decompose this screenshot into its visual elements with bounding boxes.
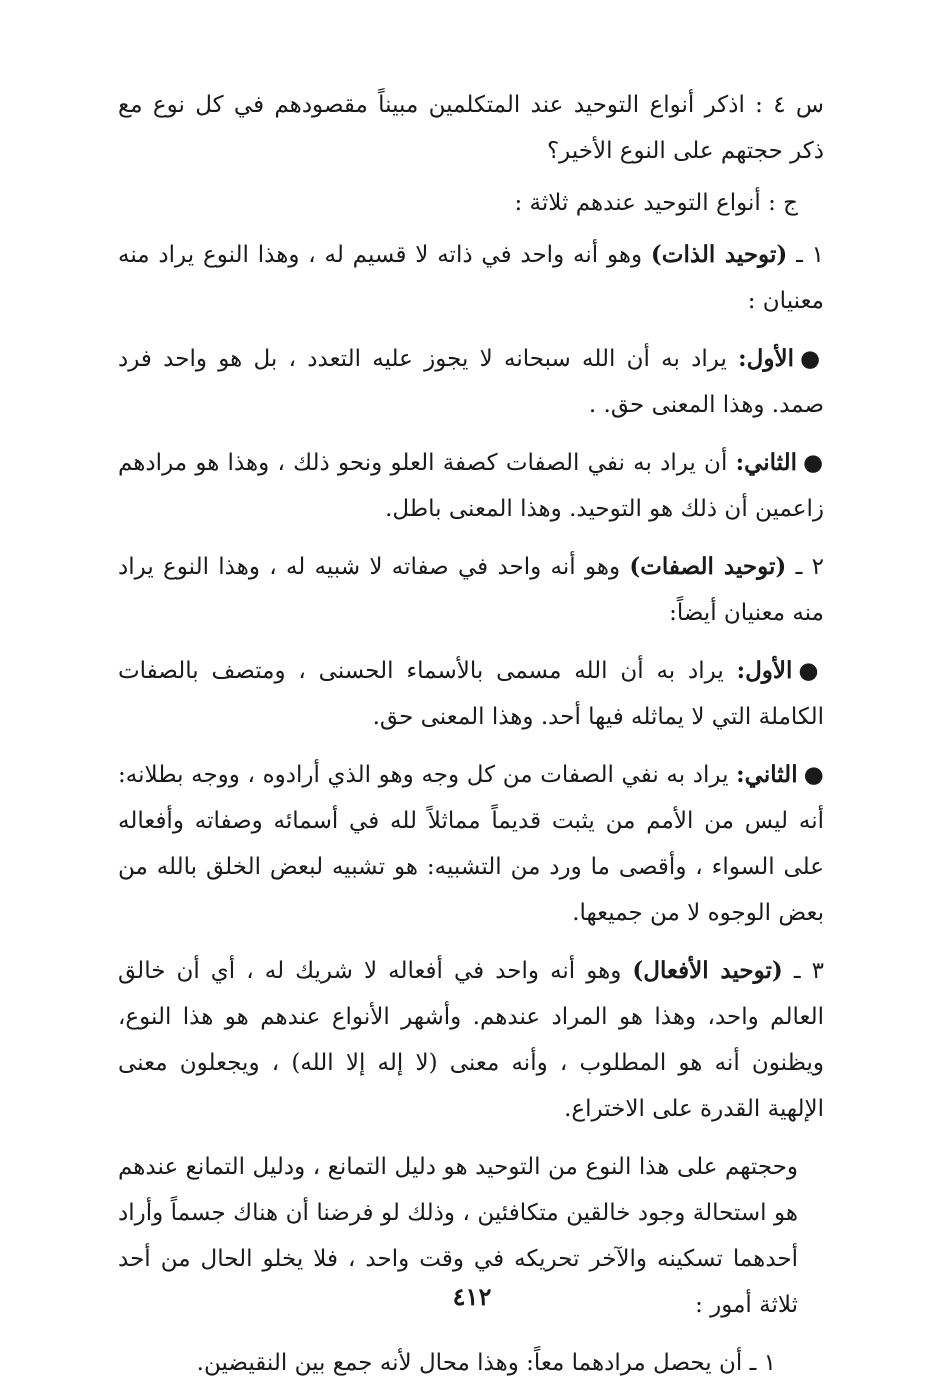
type3-title: (توحيد الأفعال)	[632, 957, 783, 984]
type3-paragraph	[118, 948, 824, 1132]
question-text: اذكر أنواع التوحيد عند المتكلمين مبيناً مقصودهم في كل نوع مع ذكر حجتهم على النوع الأخير؟	[118, 92, 824, 164]
answer-intro-paragraph	[118, 180, 824, 226]
type2-meaning2-paragraph	[118, 752, 824, 936]
bullet-icon: ●	[799, 345, 824, 372]
type1-meaning2-label: الثاني:	[735, 449, 797, 476]
type1-meaning1-paragraph	[118, 336, 824, 428]
type3-text: وهو أنه واحد في أفعاله لا شريك له ، أي أن خالق العالم واحد، وهذا هو المراد عندهم. وأشهر الأنواع عندهم هو هذا النوع، ويظنون أنه هو المطلوب ، وأنه معنى (لا إله إلا الله) ، ويجعلون معنى الإلهية القدرة على الاختراع.	[118, 958, 824, 1122]
page-number: ٤١٢	[452, 1282, 492, 1311]
type2-meaning1-label: الأول:	[736, 657, 793, 684]
type1-title: (توحيد الذات)	[650, 241, 788, 268]
type1-meaning1-text: يراد به أن الله سبحانه لا يجوز عليه التعدد ، بل هو واحد فرد صمد. وهذا المعنى حق. .	[118, 346, 824, 418]
type1-meaning1-label: الأول:	[738, 345, 794, 372]
option1-text: أن يحصل مرادهما معاً: وهذا محال لأنه جمع بين النقيضين.	[196, 1350, 743, 1376]
option1-paragraph	[118, 1340, 824, 1386]
type2-title: (توحيد الصفات)	[629, 553, 787, 580]
type3-number: ٣ ـ	[793, 958, 824, 984]
type2-text: وهو أنه واحد في صفاته لا شبيه له ، وهذا النوع يراد منه معنيان أيضاً:	[118, 554, 824, 626]
type1-meaning2-paragraph	[118, 440, 824, 532]
answer-prefix: ج :	[768, 190, 798, 216]
type1-paragraph	[118, 232, 824, 324]
answer-intro-text: أنواع التوحيد عندهم ثلاثة :	[514, 190, 769, 216]
option1-number: ١ ـ	[749, 1350, 776, 1376]
question-paragraph	[118, 82, 824, 174]
page-body	[118, 82, 824, 1398]
type2-meaning2-text: يراد به نفي الصفات من كل وجه وهو الذي أرادوه ، ووجه بطلانه: أنه ليس من الأمم من يثبت قديماً مماثلاً لله في أسمائه وصفاته وأفعاله على السواء ، وأقصى ما ورد من التشبيه: هو تشبيه لبعض الخلق بالله من بعض الوجوه لا من جميعها.	[118, 762, 824, 926]
type2-meaning2-label: الثاني:	[736, 761, 798, 788]
argument-text: وحجتهم على هذا النوع من التوحيد هو دليل التمانع ، ودليل التمانع عندهم هو استحالة وجود خالقين متكافئين ، وذلك لو فرضنا أن هناك جسماً وأراد أحدهما تسكينه والآخر تحريكه في وقت واحد ، فلا يخلو الحال من أحد ثلاثة أمور :	[118, 1154, 798, 1318]
type2-number: ٢ ـ	[795, 554, 824, 580]
question-prefix: س ٤ :	[755, 92, 825, 118]
type2-meaning1-text: يراد به أن الله مسمى بالأسماء الحسنى ، ومتصف بالصفات الكاملة التي لا يماثله فيها أحد. وهذا المعنى حق.	[118, 658, 824, 730]
bullet-icon: ●	[803, 761, 825, 788]
type2-meaning1-paragraph	[118, 648, 824, 740]
type1-number: ١ ـ	[796, 242, 824, 268]
bullet-icon: ●	[803, 449, 824, 476]
type1-meaning2-text: أن يراد به نفي الصفات كصفة العلو ونحو ذلك ، وهذا هو مرادهم زاعمين أن ذلك هو التوحيد. وهذا المعنى باطل.	[118, 450, 824, 522]
bullet-icon: ●	[798, 657, 824, 684]
type2-paragraph	[118, 544, 824, 636]
type1-text: وهو أنه واحد في ذاته لا قسيم له ، وهذا النوع يراد منه معنيان :	[118, 242, 824, 314]
